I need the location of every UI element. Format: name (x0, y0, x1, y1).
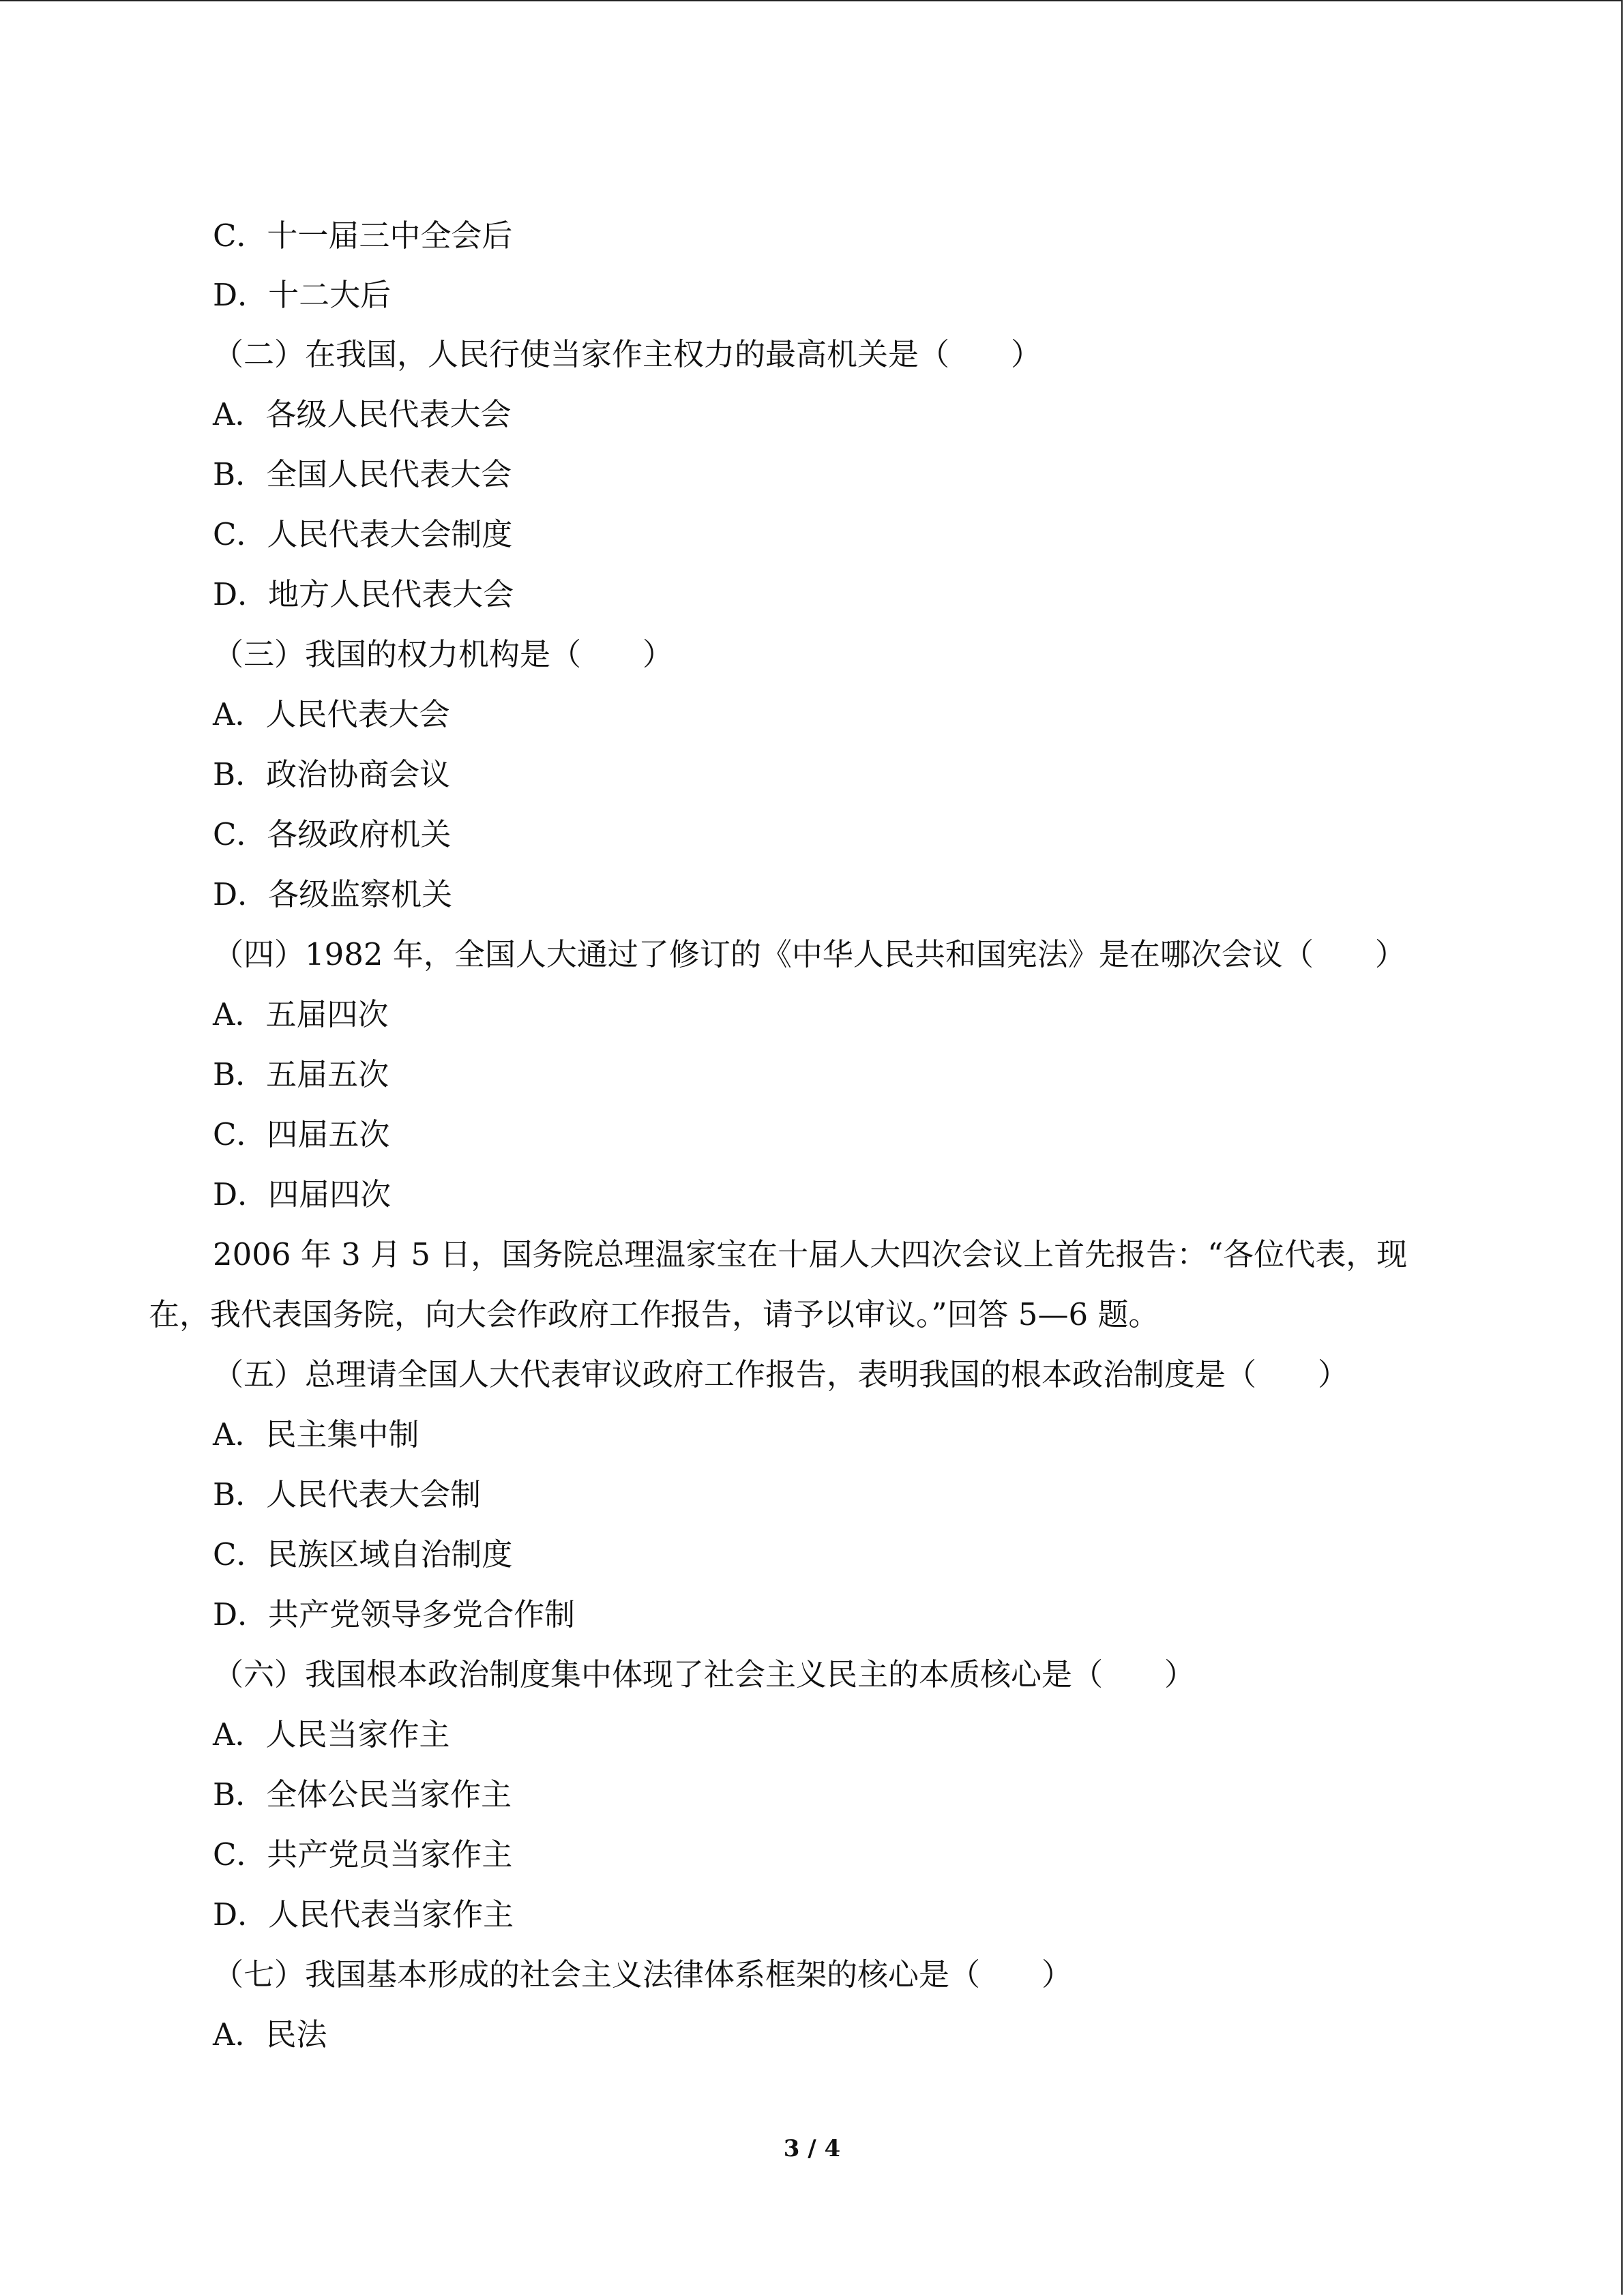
option-a-q2: A．各级人民代表大会 (213, 396, 512, 432)
option-b-q5: B．人民代表大会制 (213, 1476, 482, 1512)
option-a-q5: A．民主集中制 (213, 1416, 419, 1452)
option-c-q6: C．共产党员当家作主 (213, 1836, 513, 1873)
option-a-q3: A．人民代表大会 (213, 696, 450, 732)
passage-line-1: 2006 年 3 月 5 日，国务院总理温家宝在十届人大四次会议上首先报告：“各位代表，现 (213, 1236, 1408, 1272)
option-c-q1: C．十一届三中全会后 (213, 218, 513, 254)
option-a-q7: A．民法 (213, 2016, 327, 2053)
option-b-q2: B．全国人民代表大会 (213, 456, 512, 492)
question-4: （四）1982 年，全国人大通过了修订的《中华人民共和国宪法》是在哪次会议（ ） (213, 936, 1406, 972)
option-d-q5: D．共产党领导多党合作制 (213, 1596, 576, 1632)
option-d-q3: D．各级监察机关 (213, 876, 453, 912)
option-d-q2: D．地方人民代表大会 (213, 576, 514, 612)
question-6: （六）我国根本政治制度集中体现了社会主义民主的本质核心是（ ） (213, 1656, 1196, 1693)
option-d-q6: D．人民代表当家作主 (213, 1896, 514, 1933)
question-5: （五）总理请全国人大代表审议政府工作报告，表明我国的根本政治制度是（ ） (213, 1356, 1349, 1392)
option-d-q1: D．十二大后 (213, 277, 392, 313)
option-c-q2: C．人民代表大会制度 (213, 516, 513, 552)
passage-line-2: 在，我代表国务院，向大会作政府工作报告，请予以审议。”回答 5—6 题。 (149, 1296, 1160, 1332)
option-b-q3: B．政治协商会议 (213, 756, 451, 792)
option-a-q6: A．人民当家作主 (213, 1716, 450, 1753)
question-3: （三）我国的权力机构是（ ） (213, 636, 674, 672)
option-c-q5: C．民族区域自治制度 (213, 1536, 513, 1572)
option-d-q4: D．四届四次 (213, 1176, 392, 1212)
question-7: （七）我国基本形成的社会主义法律体系框架的核心是（ ） (213, 1956, 1073, 1993)
option-c-q3: C．各级政府机关 (213, 816, 452, 852)
option-b-q6: B．全体公民当家作主 (213, 1776, 512, 1813)
page-number: 3 / 4 (783, 2135, 841, 2162)
option-a-q4: A．五届四次 (213, 996, 389, 1032)
option-b-q4: B．五届五次 (213, 1056, 389, 1092)
option-c-q4: C．四届五次 (213, 1116, 390, 1152)
question-2: （二）在我国，人民行使当家作主权力的最高机关是（ ） (213, 336, 1042, 372)
